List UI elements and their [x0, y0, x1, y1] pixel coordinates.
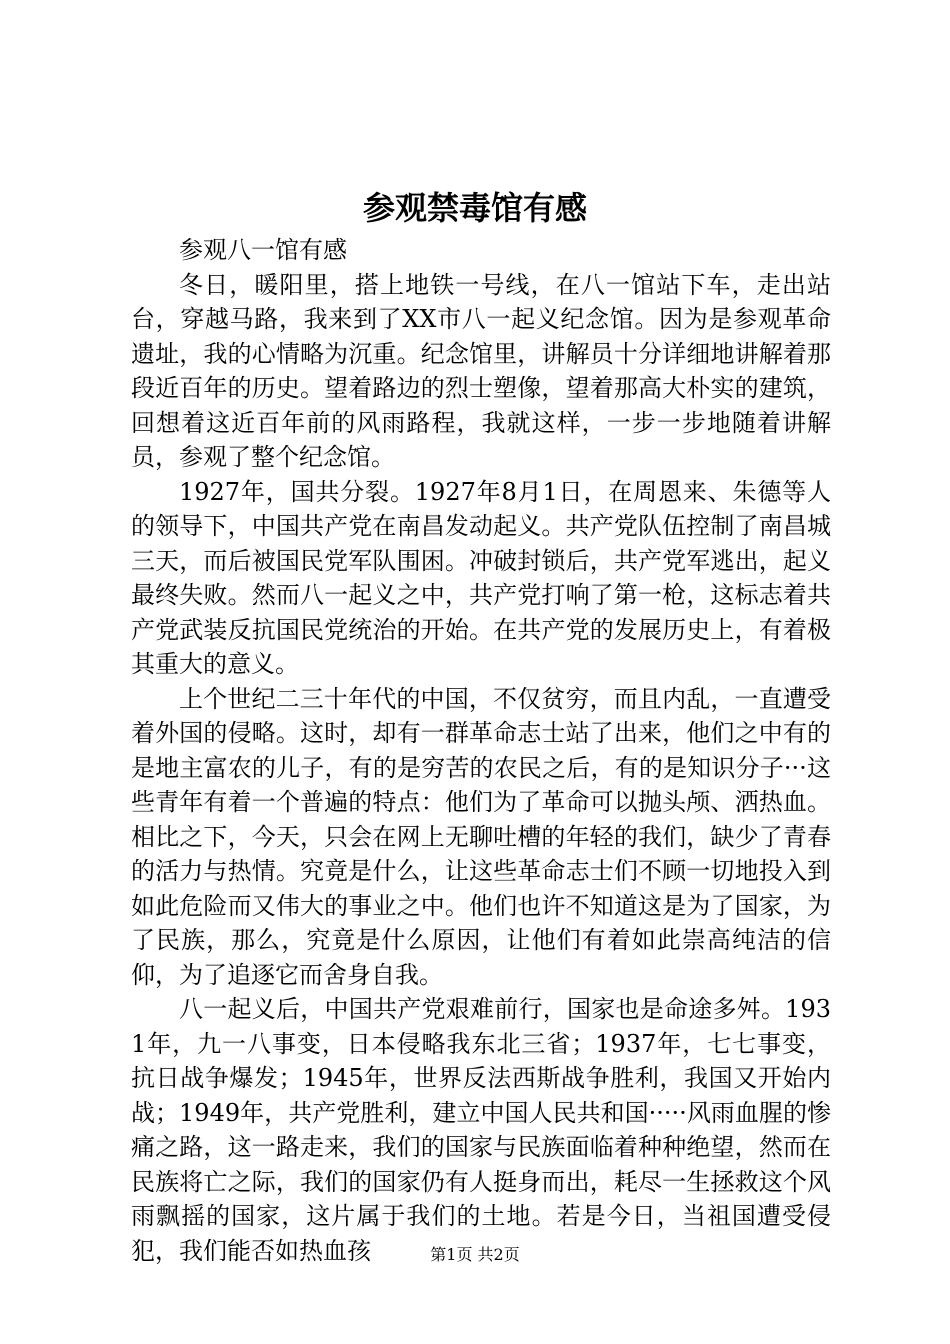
paragraph: 上个世纪二三十年代的中国，不仅贫穷，而且内乱，一直遭受着外国的侵略。这时，却有一群革命志士站了出来，他们之中有的是地主富农的儿子，有的是穷苦的农民之后，有的是知识分子···这些青年有着一个普遍的特点：他们为了革命可以抛头颅、洒热血。相比之下，今天，只会在网上无聊吐槽的年轻的我们，缺少了青春的活力与热情。究竟是什么，让这些革命志士们不顾一切地投入到如此危险而又伟大的事业之中。他们也许不知道这是为了国家，为了民族，那么，究竟是什么原因，让他们有着如此崇高纯洁的信仰，为了追逐它而舍身自我。	[131, 684, 831, 989]
document-title: 参观禁毒馆有感	[362, 189, 587, 227]
paragraph: 冬日，暖阳里，搭上地铁一号线，在八一馆站下车，走出站台，穿越马路，我来到了XX市八一起义纪念馆。因为是参观革命遗址，我的心情略为沉重。纪念馆里，讲解员十分详细地讲解着那段近百年的历史。望着路边的烈士塑像，望着那高大朴实的建筑，回想着这近百年前的风雨路程，我就这样，一步一步地随着讲解员，参观了整个纪念馆。	[131, 270, 831, 471]
paragraph: 八一起义后，中国共产党艰难前行，国家也是命途多舛。1931年，九一八事变，日本侵略我东北三省；1937年，七七事变，抗日战争爆发；1945年，世界反法西斯战争胜利，我国又开始内战；1949年，共产党胜利，建立中国人民共和国·····风雨血腥的惨痛之路，这一路走来，我们的国家与民族面临着种种绝望，然而在民族将亡之际，我们的国家仍有人挺身而出，耗尽一生拯救这个风雨飘摇的国家，这片属于我们的土地。若是今日，当祖国遭受侵犯，我们能否如热血孩	[131, 995, 831, 1265]
paragraph-subtitle: 参观八一馆有感	[179, 236, 347, 264]
paragraph: 1927年，国共分裂。1927年8月1日，在周恩来、朱德等人的领导下，中国共产党在南昌发动起义。共产党队伍控制了南昌城三天，而后被国民党军队围困。冲破封锁后，共产党军逃出，起义最终失败。然而八一起义之中，共产党打响了第一枪，这标志着共产党武装反抗国民党统治的开始。在共产党的发展历史上，有着极其重大的意义。	[131, 477, 831, 678]
document-body	[131, 233, 831, 1268]
page-footer: 第1页 共2页	[430, 1245, 520, 1264]
